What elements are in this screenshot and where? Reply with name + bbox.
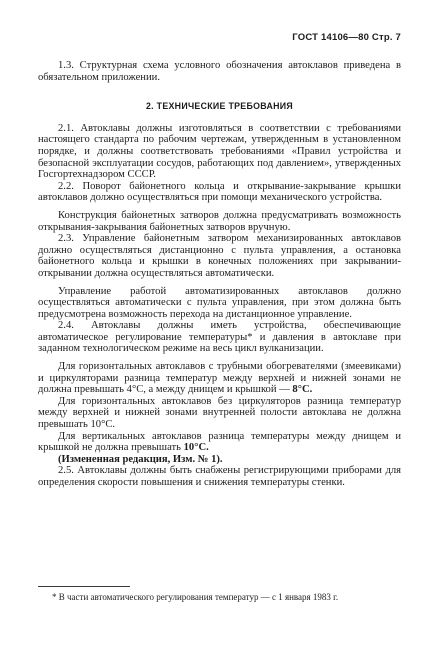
page-body bbox=[38, 60, 401, 489]
footnote-divider bbox=[38, 586, 130, 587]
clause-2-4-horizontal-without-circulators: Для горизонтальных автоклавов без циркуляторов разница температур между верхней и нижней зонами внутренней полости автоклава не должна превышать 10°С. bbox=[38, 395, 401, 431]
clause-2-2: 2.2. Поворот байонетного кольца и открывание-закрывание крышки автоклавов должно осуществляться при помощи механического устройства. bbox=[38, 180, 401, 204]
clause-2-4: 2.4. Автоклавы должны иметь устройства, обеспечивающие автоматическое регулирование температуры* и давления в автоклаве при заданном технологическом режиме на весь цикл вулканизации. bbox=[38, 320, 401, 355]
clause-2-4-vertical bbox=[38, 431, 401, 454]
clause-2-4-horizontal-with-circulators bbox=[38, 361, 401, 396]
clause-2-4-vertical-value: 10°С. bbox=[183, 442, 209, 454]
clause-2-3: 2.3. Управление байонетным затвором механизированных автоклавов должно осуществляться дистанционно с пульта управления, а остановка байонетного кольца и крышки в конечных положениях при закрывании-открывании должна осуществляться автоматически. bbox=[38, 233, 401, 279]
clause-2-5: 2.5. Автоклавы должны быть снабжены регистрирующими приборами для определения скорости повышения и снижения температуры стенки. bbox=[38, 465, 401, 488]
clause-1-3: 1.3. Структурная схема условного обозначения автоклавов приведена в обязательном приложении. bbox=[38, 60, 401, 83]
clause-2-4-horizontal-text: Для горизонтальных автоклавов с трубными обогревателями (змеевиками) и циркуляторами разница температур между верхней и нижней зонами не должна превышать 4°С, а между днищем и крышкой — bbox=[38, 361, 401, 396]
section-title: 2. ТЕХНИЧЕСКИЕ ТРЕБОВАНИЯ bbox=[145, 101, 293, 112]
clause-2-2-continued: Конструкция байонетных затворов должна предусматривать возможность открывания-закрывания байонетных затворов вручную. bbox=[38, 209, 401, 233]
clause-2-4-horizontal-value: 8°С. bbox=[292, 384, 313, 396]
amendment-note: (Измененная редакция, Изм. № 1). bbox=[58, 453, 223, 465]
clause-2-4-vertical-text: Для вертикальных автоклавов разница температуры между днищем и крышкой не должна превышать bbox=[38, 430, 401, 454]
clause-2-3-continued: Управление работой автоматизированных автоклавов должно осуществляться автоматически с пульта управления, при этом должна быть предусмотрена возможность перехода на дистанционное управление. bbox=[38, 285, 401, 320]
running-header: ГОСТ 14106—80 Стр. 7 bbox=[292, 32, 401, 43]
clause-2-1: 2.1. Автоклавы должны изготовляться в соответствии с требованиями настоящего стандарта по рабочим чертежам, утвержденным в установленном порядке, и должны соответствовать требованиями «Правил устройства и безопасной эксплуатации сосудов, работающих под давлением», утвержденных Госгортехнадзором СССР. bbox=[38, 122, 401, 181]
footnote: * В части автоматического регулирования температур — с 1 января 1983 г. bbox=[52, 592, 339, 602]
